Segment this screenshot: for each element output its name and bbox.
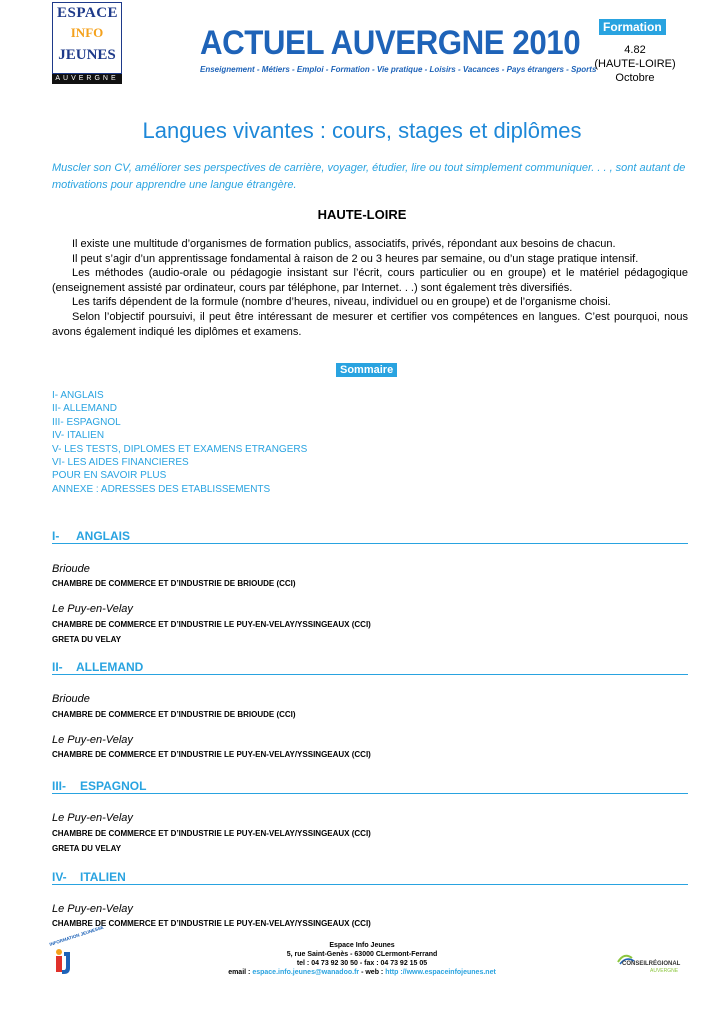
city-label: Le Puy-en-Velay [52,812,133,824]
footer-org-name: Espace Info Jeunes [329,942,395,949]
logo-frame [52,2,122,74]
publication-subtitle: Enseignement - Métiers - Emploi - Formation - Vie pratique - Loisirs - Vacances - Pays étrangers - Sports [200,65,597,74]
city-label: Brioude [52,693,90,705]
footer-contact [180,968,544,977]
footer-address: 5, rue Saint-Genès - 63000 CLermont-Ferrand [286,951,438,958]
toc-link[interactable]: VI- LES AIDES FINANCIERES [52,457,189,469]
logo-line-2: INFO [70,25,104,40]
toc-link[interactable]: IV- ITALIEN [52,430,105,442]
toc-link[interactable]: II- ALLEMAND [52,403,118,415]
city-label: Brioude [52,563,90,575]
organization-name: GRETA DU VELAY [52,844,122,853]
web-link[interactable]: http ://www.espaceinfojeunes.net [385,969,496,976]
organization-name: CHAMBRE DE COMMERCE ET D’INDUSTRIE LE PUY-EN-VELAY/YSSINGEAUX (CCI) [52,919,371,928]
table-of-contents [52,389,307,496]
section-title: ESPAGNOL [80,779,147,793]
logo-band: AUVERGNE [52,74,122,84]
conseil-regional-icon [616,950,692,974]
city-label: Le Puy-en-Velay [52,603,133,615]
conseil-regional-logo [616,950,692,974]
web-label: - web : [361,969,384,976]
right-logo-caption: CONSEILRÉGIONAL [622,961,681,967]
section-number: III- [52,779,66,793]
section-heading-espagnol [52,779,688,794]
intro-text: Muscler son CV, améliorer ses perspectives de carrière, voyager, étudier, lire ou tout simplement communiquer. . . , sont autant de motivations pour apprendre une langue étrangère. [52,162,686,191]
section-number: II- [52,660,63,674]
intro-paragraphs [52,237,688,339]
region-heading: HAUTE-LOIRE [317,207,407,222]
email-label: email : [228,969,251,976]
toc-link[interactable]: POUR EN SAVOIR PLUS [52,470,167,482]
city-label: Le Puy-en-Velay [52,903,133,915]
toc-link[interactable]: I- ANGLAIS [52,390,104,401]
section-heading-allemand [52,660,688,675]
organization-name: CHAMBRE DE COMMERCE ET D’INDUSTRIE LE PUY-EN-VELAY/YSSINGEAUX (CCI) [52,620,371,629]
organization-name: CHAMBRE DE COMMERCE ET D’INDUSTRIE LE PUY-EN-VELAY/YSSINGEAUX (CCI) [52,829,371,838]
section-number: I- [52,529,60,543]
organization-name: CHAMBRE DE COMMERCE ET D’INDUSTRIE LE PUY-EN-VELAY/YSSINGEAUX (CCI) [52,750,371,759]
paragraph: Les tarifs dépendent de la formule (nombre d’heures, niveau, individuel ou en groupe) et de l’organisme choisi. [72,296,611,309]
section-title: ITALIEN [80,870,126,884]
edition-month: Octobre [615,72,655,84]
city-label: Le Puy-en-Velay [52,734,133,746]
sommaire-badge: Sommaire [336,363,397,377]
section-heading-italien [52,870,688,885]
information-jeunesse-logo [48,924,105,978]
page-title: Langues vivantes : cours, stages et diplômes [142,118,582,143]
information-jeunesse-icon [48,924,105,978]
paragraph: Les méthodes (audio-orale ou pédagogie insistant sur l’écrit, cours particulier ou en groupe) et le matériel pédagogique (enseignement assisté par ordinateur, cours par téléphone, par Internet. . .) sont également très diversifiés. [52,267,688,294]
section-number: IV- [52,870,67,884]
paragraph: Selon l’objectif poursuivi, il peut être intéressant de mesurer et certifier vos compétences en langues. C’est pourquoi, nous avons également indiqué les diplômes et examens. [52,310,688,338]
right-logo-subcaption: AUVERGNE [650,968,679,974]
email-link[interactable]: espace.info.jeunes@wanadoo.fr [252,969,360,976]
organization-name: GRETA DU VELAY [52,635,122,644]
left-logo-caption: INFORMATION JEUNESSE [48,924,105,947]
category-badge: Formation [599,19,666,35]
organization-name: CHAMBRE DE COMMERCE ET D’INDUSTRIE DE BRIOUDE (CCI) [52,579,296,588]
toc-link[interactable]: V- LES TESTS, DIPLOMES ET EXAMENS ETRANGERS [52,443,308,455]
department: (HAUTE-LOIRE) [594,58,676,70]
section-title: ALLEMAND [76,660,144,674]
publication-title: ACTUEL AUVERGNE 2010 [200,24,581,62]
espace-info-jeunes-logo [52,2,122,82]
organization-name: CHAMBRE DE COMMERCE ET D’INDUSTRIE DE BRIOUDE (CCI) [52,710,296,719]
paragraph: Il peut s’agir d’un apprentissage fondamental à raison de 2 ou 3 heures par semaine, ou d’un stage pratique intensif. [72,252,639,265]
toc-link[interactable]: ANNEXE : ADRESSES DES ETABLISSEMENTS [52,483,271,495]
logo-line-1: ESPACE [57,5,119,21]
section-heading-anglais [52,529,688,544]
footer-phone: tel : 04 73 92 30 50 - fax : 04 73 92 15 05 [296,960,428,967]
logo-line-3: JEUNES [58,47,116,63]
reference-number: 4.82 [624,44,646,56]
toc-link[interactable]: III- ESPAGNOL [52,416,121,428]
section-title: ANGLAIS [76,529,130,543]
paragraph: Il existe une multitude d’organismes de formation publics, associatifs, privés, répondant aux besoins de chacun. [72,238,616,250]
